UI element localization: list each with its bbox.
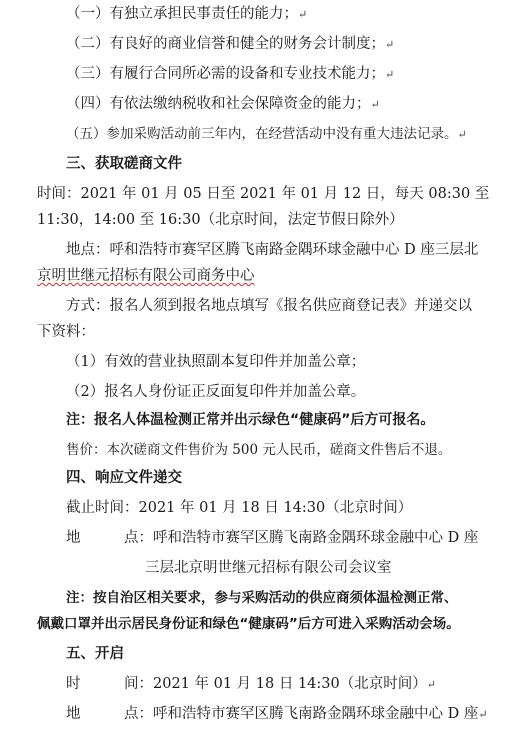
obtain-time-line-2: 11:30，14:00 至 16:30（北京时间，法定节假日除外） <box>37 212 404 228</box>
qualification-line-2: （二）有良好的商业信誉和健全的财务会计制度；↵ <box>66 36 395 52</box>
obtain-location-line-2: 京明世继元招标有限公司商务中心 <box>37 268 255 284</box>
required-document-2: （2）报名人身份证正反面复印件并加盖公章。 <box>66 384 366 400</box>
paragraph-mark-icon: ↵ <box>385 38 395 51</box>
submission-location-line-2: 三层北京明世继元招标有限公司会议室 <box>145 560 392 576</box>
opening-location-line: 地 点：呼和浩特市赛罕区腾飞南路金隅环球金融中心 D 座↵ <box>66 706 488 722</box>
qualification-line-4: （四）有依法缴纳税收和社会保障资金的能力；↵ <box>66 96 380 112</box>
qualification-line-3: （三）有履行合同所必需的设备和专业技术能力；↵ <box>66 66 395 82</box>
qualification-line-5: （五）参加采购活动前三年内，在经营活动中没有重大违法记录。↵ <box>66 126 467 142</box>
obtain-note: 注：报名人体温检测正常并出示绿色“健康码”后方可报名。 <box>66 412 435 428</box>
submission-note-line-2: 佩戴口罩并出示居民身份证和绿色“健康码”后方可进入采购活动会场。 <box>37 616 460 632</box>
obtain-method-line-2: 下资料： <box>37 324 95 340</box>
paragraph-mark-icon: ↵ <box>457 128 467 141</box>
deadline-line: 截止时间：2021 年 01 月 18 日 14:30（北京时间） <box>66 500 413 516</box>
qualification-line-1: （一）有独立承担民事责任的能力；↵ <box>66 6 308 22</box>
paragraph-mark-icon: ↵ <box>298 8 308 21</box>
obtain-method-line-1: 方式：报名人须到报名地点填写《报名供应商登记表》并递交以 <box>66 298 472 314</box>
submission-location-line-1: 地 点：呼和浩特市赛罕区腾飞南路金隅环球金融中心 D 座 <box>66 530 479 546</box>
paragraph-mark-icon: ↵ <box>370 98 380 111</box>
paragraph-mark-icon: ↵ <box>426 678 436 691</box>
section-heading-opening: 五、开启 <box>66 646 124 662</box>
section-heading-submission: 四、响应文件递交 <box>66 470 182 486</box>
submission-note-line-1: 注：按自治区相关要求，参与采购活动的供应商须体温检测正常、 <box>66 590 458 606</box>
obtain-location-line-1: 地点：呼和浩特市赛罕区腾飞南路金隅环球金融中心 D 座三层北 <box>66 242 479 258</box>
obtain-time-line-1: 时间：2021 年 01 月 05 日至 2021 年 01 月 12 日，每天 08:30 至 <box>37 186 490 202</box>
opening-time-line: 时 间：2021 年 01 月 18 日 14:30（北京时间）↵ <box>66 676 436 692</box>
paragraph-mark-icon: ↵ <box>385 68 395 81</box>
section-heading-obtain-documents: 三、获取磋商文件 <box>66 156 182 172</box>
required-document-1: （1）有效的营业执照副本复印件并加盖公章； <box>66 354 366 370</box>
paragraph-mark-icon: ↵ <box>478 708 488 721</box>
price-line: 售价：本次磋商文件售价为 500 元人民币，磋商文件售后不退。 <box>66 442 452 458</box>
